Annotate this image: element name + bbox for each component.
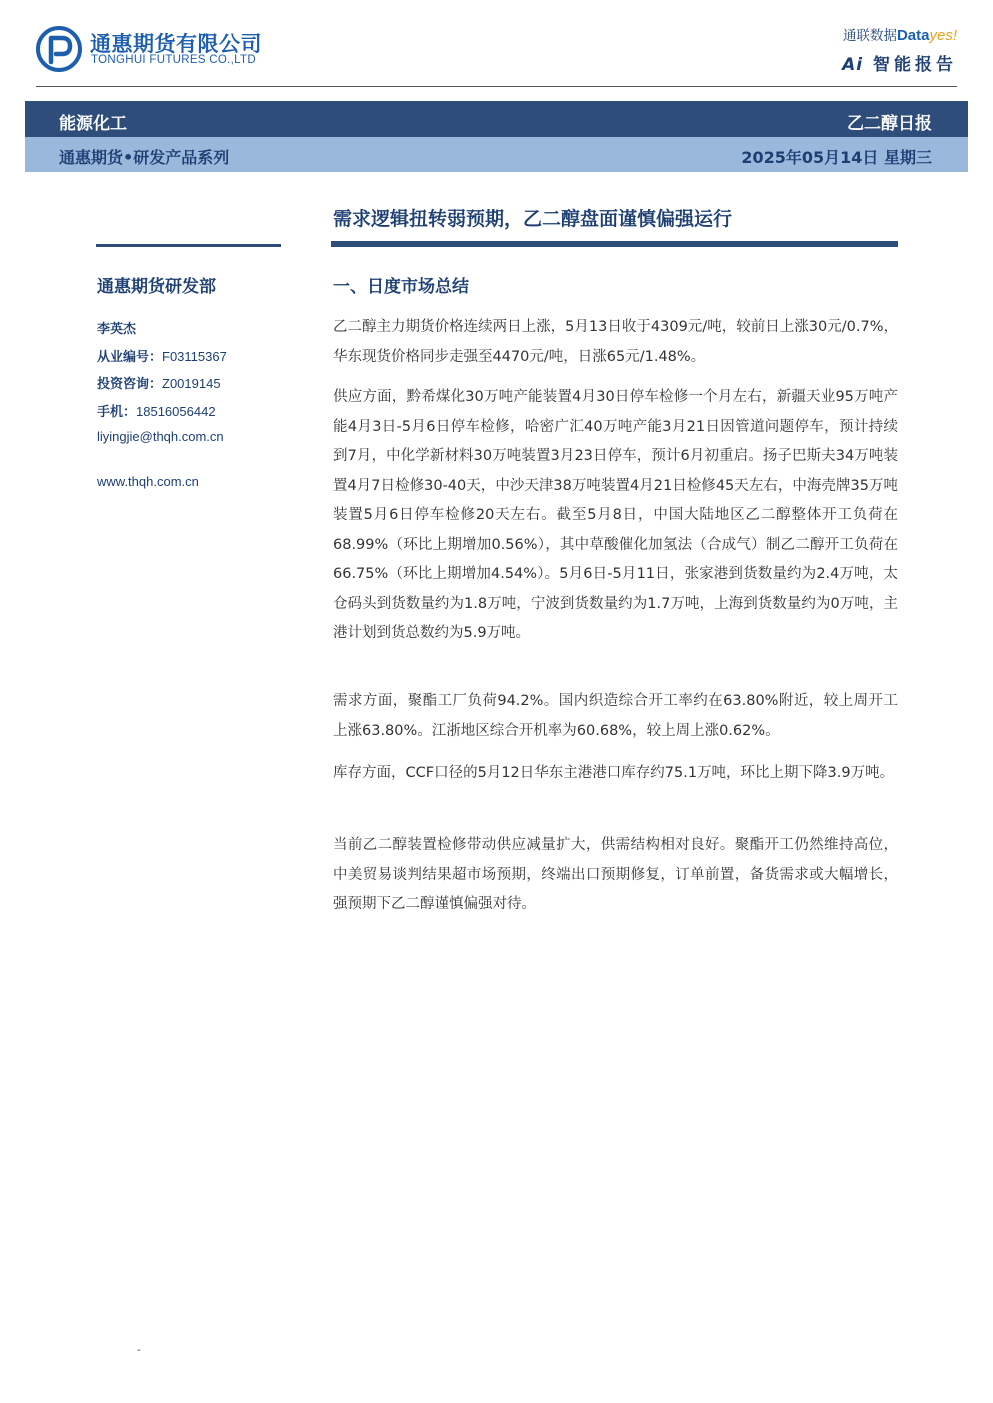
phone-number: 手机：18516056442 [97,404,216,420]
ai-label: Ai [842,55,864,75]
email-link[interactable]: liyingjie@thqh.com.cn [97,429,224,444]
report-title: 需求逻辑扭转弱预期，乙二醇盘面谨慎偏强运行 [333,208,733,230]
report-date: 2025年05月14日 星期三 [741,148,932,167]
datayes-prefix: 通联数据 [842,28,897,43]
paragraph-inventory: 库存方面，CCF口径的5月12日华东主港港口库存约75.1万吨，环比上期下降3.9万吨。 [333,765,895,781]
website-link[interactable]: www.thqh.com.cn [97,474,199,489]
header-divider [36,86,957,87]
report-type-label: 乙二醇日报 [847,114,932,134]
series-band [25,137,968,172]
company-name-cn: 通惠期货有限公司 [90,32,262,56]
paragraph-price: 乙二醇主力期货价格连续两日上涨，5月13日收于4309元/吨，较前日上涨30元/0.7%，华东现货价格同步走强至4470元/吨，日涨65元/1.48%。 [333,319,898,365]
tonghui-logo-icon [36,26,82,72]
analyst-name: 李英杰 [97,322,137,337]
title-underline [331,241,898,247]
datayes-suffix: yes! [929,27,957,44]
datayes-brand [777,24,957,76]
datayes-brand-text: Data [896,27,930,44]
section-title: 一、日度市场总结 [333,277,469,297]
paragraph-supply: 供应方面，黔希煤化30万吨产能装置4月30日停车检修一个月左右，新疆天业95万吨产能4月3日-5月6日停车检修，哈密广汇40万吨产能3月21日因管道问题停车，预计持续到7月，中化学新材料30万吨装置3月23日停车，预计6月初重启。扬子巴斯夫34万吨装置4月7日检修30-40天，中沙天津38万吨装置4月21日检修45天左右，中海壳牌35万吨装置5月6日停车检修20天左右。截至5月8日，中国大陆地区乙二醇整体开工负荷在68.99%（环比上期增加0.56%），其中草酸催化加氢法（合成气）制乙二醇开工负荷在66.75%（环比上期增加4.54%）。5月6日-5月11日，张家港到货数量约为2.4万吨，太仓码头到货数量约为1.8万吨，宁波到货数量约为1.7万吨，上海到货数量约为0万吨，主港计划到货总数约为5.9万吨。 [333,389,898,641]
report-label: 智能报告 [873,55,957,75]
category-band [25,101,968,137]
company-name-en: TONGHUI FUTURES CO.,LTD [91,54,256,66]
footer-mark: - [137,1345,141,1356]
paragraph-outlook: 当前乙二醇装置检修带动供应减量扩大，供需结构相对良好。聚酯开工仍然维持高位，中美贸易谈判结果超市场预期，终端出口预期修复，订单前置，备货需求或大幅增长，强预期下乙二醇谨慎偏强对待。 [333,837,898,912]
paragraph-demand: 需求方面，聚酯工厂负荷94.2%。国内织造综合开工率约在63.80%附近，较上周开工上涨63.80%。江浙地区综合开机率为60.68%，较上周上涨0.62%。 [333,693,898,739]
category-label: 能源化工 [59,114,127,134]
sidebar-rule [96,244,281,247]
department-name: 通惠期货研发部 [97,277,216,297]
datayes-logo [777,24,957,44]
license-number: 从业编号：F03115367 [97,349,227,365]
series-label: 通惠期货•研发产品系列 [59,148,230,167]
consult-number: 投资咨询：Z0019145 [97,376,221,392]
company-logo [36,26,276,74]
ai-report-label [777,50,957,75]
